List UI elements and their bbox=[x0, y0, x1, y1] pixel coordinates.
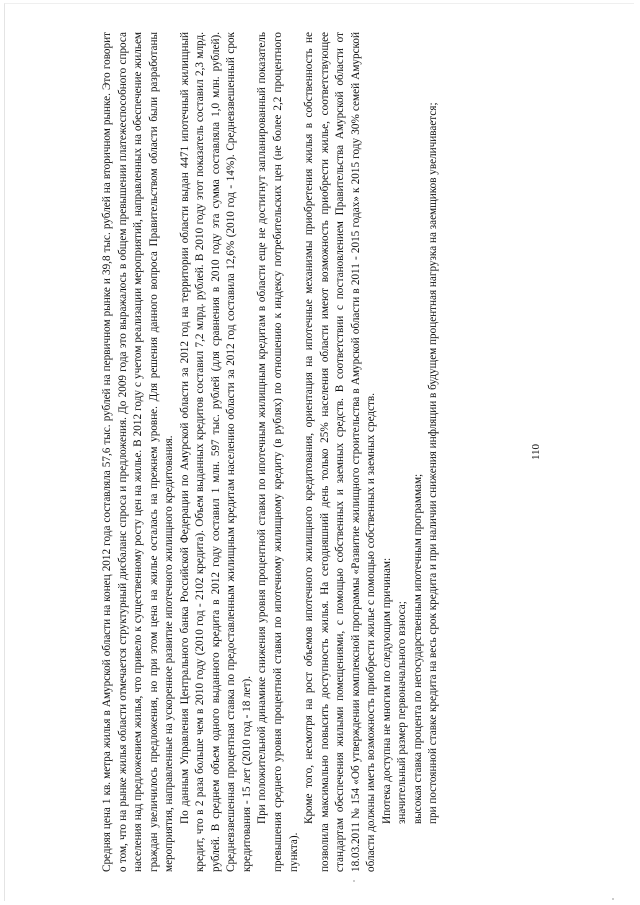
rotated-page-content bbox=[100, 32, 580, 872]
paragraph-housing-affordability: Кроме того, несмотря на рост объемов ипотечного жилищного кредитования, ориентация на ипотечные механизмы приобретения жилья в собственность не позволила максимально повысить доступность жилья. На сегодняшний день только 25% населения области имеют возможность приобрести жилье, соответствующее стандартам обеспечения жилыми помещениями, с помощью собственных и заемных средств. В соответствии с постановлением Правительства Амурской области от 18.03.2011 № 154 «Об утверждении комплексной программы «Развитие жилищного строительства в Амурской области в 2011 - 2015 годах» к 2015 году 30% семей Амурской области должны иметь возможность приобрести жилье с помощью собственных и заемных средств. bbox=[303, 32, 378, 872]
paragraph-central-bank-data: По данным Управления Центрального банка Российской Федерации по Амурской области за 2012 год на территории области выдан 4471 ипотечный жилищный кредит, что в 2 раза больше чем в 2010 году (2010 год - 2102 кредита). Объем выданных кредитов составил 7,2 млрд. рублей. В 2010 году этот показатель составил 2,3 млрд. рублей. В среднем объем одного выданного кредита в 2012 году составил 1 млн. 597 тыс. рублей (для сравнения в 2010 году эта сумма составляла 1,0 млн. рублей). Средневзвешенная процентная ставка по предоставленным жилищным кредитам населению области за 2012 год составила 12,6% (2010 год - 14%). Средневзвешенный срок кредитования - 15 лет (2010 год - 18 лет). bbox=[178, 32, 253, 872]
paragraph-interest-rate-dynamics: При положительной динамике снижения уровня процентной ставки по ипотечным жилищным кредитам в области еще не достигнут запланированный показатель превышения среднего уровня процентной ставки по ипотечному жилищному кредиту (в рублях) по отношению к индексу потребительских цен (не более 2,2 процентного пункта). bbox=[256, 32, 300, 872]
scan-speck bbox=[353, 880, 355, 882]
paragraph-price-overview: Средняя цена 1 кв. метра жилья в Амурской области на конец 2012 года составляла 57,6 тыс. рублей на первичном рынке и 39,8 тыс. рублей на вторичном рынке. Это говорит о том, что на рынке жилья области отмечается структурный дисбаланс спроса и предложения. До 2009 года это выражалось в общем превышении платежеспособного спроса населения над предложением жилья, что привело к существенному росту цен на жилье. В 2012 году с учетом реализации мероприятий, направленных на обеспечение жильем граждан увеличилось предложения, но при этом цена на жилье осталась на прежнем уровне. Для решения данного вопроса Правительством области были разработаны мероприятия, направленные на ускоренное развитие ипотечного жилищного кредитования. bbox=[101, 32, 176, 872]
list-item-down-payment: значительный размер первоначального взноса; bbox=[396, 601, 409, 824]
scan-speck bbox=[612, 898, 614, 900]
list-item-high-rate: высокая ставка процента по негосударственным ипотечным программам; bbox=[411, 473, 424, 824]
paragraph-mortgage-reasons-intro: Ипотека доступна не многим по следующим причинам: bbox=[380, 557, 393, 824]
page-number: 110 bbox=[530, 443, 542, 461]
document-body bbox=[100, 32, 442, 872]
list-item-fixed-rate-burden: при постоянной ставке кредита на весь срок кредита и при наличии снижения инфляции в будущем процентная нагрузка на заемщиков увеличивается; bbox=[427, 102, 440, 824]
